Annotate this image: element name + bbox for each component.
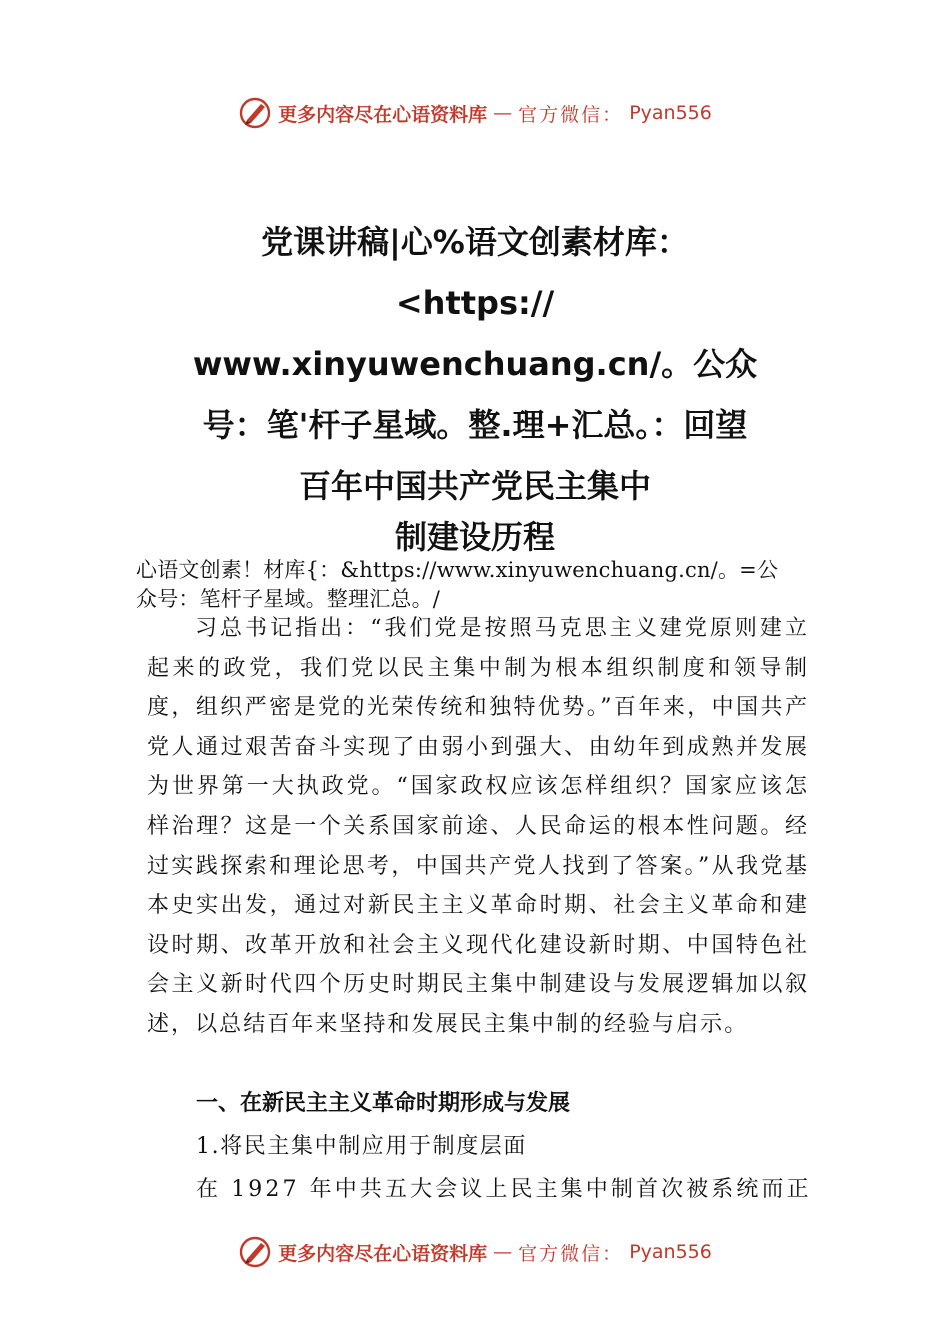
document-title bbox=[140, 212, 810, 561]
title-line-4: 号：笔'杆子星域。整.理+汇总。：回望 bbox=[202, 406, 748, 444]
banner-wechat-id: Pyan556 bbox=[629, 102, 712, 124]
source-note bbox=[136, 556, 838, 614]
paragraph-start: 在 1927 年中共五大会议上民主集中制首次被系统而正 bbox=[196, 1177, 812, 1202]
title-line-3: www.xinyuwenchuang.cn/。公众 bbox=[192, 345, 758, 383]
banner-wechat-id: Pyan556 bbox=[629, 1241, 712, 1263]
footer-banner bbox=[0, 1232, 950, 1272]
source-note-line-2: 众号：笔杆子星域。整理汇总。/ bbox=[136, 587, 441, 611]
banner-wechat-label: 官方微信： bbox=[518, 103, 624, 126]
title-line-1: 党课讲稿|心%语文创素材库： bbox=[261, 223, 689, 261]
source-note-line-1: 心语文创素！材库{：&https://www.xinyuwenchuang.cn/。=公 bbox=[136, 558, 779, 582]
title-line-6: 制建设历程 bbox=[394, 518, 555, 556]
pen-logo-icon bbox=[238, 1235, 272, 1269]
section-heading: 一、在新民主主义革命时期形成与发展 bbox=[196, 1091, 571, 1116]
header-banner bbox=[0, 93, 950, 133]
pen-logo-icon bbox=[238, 96, 272, 130]
banner-wechat-label: 官方微信： bbox=[518, 1242, 624, 1265]
title-line-2: <https:// bbox=[395, 284, 555, 322]
title-line-5: 百年中国共产党民主集中 bbox=[298, 467, 651, 505]
banner-dash: — bbox=[493, 1241, 513, 1263]
banner-dash: — bbox=[493, 102, 513, 124]
banner-main-text: 更多内容尽在心语资料库 bbox=[278, 1242, 488, 1265]
sub-heading: 1.将民主集中制应用于制度层面 bbox=[196, 1134, 527, 1159]
banner-main-text: 更多内容尽在心语资料库 bbox=[278, 103, 488, 126]
intro-paragraph: 习总书记指出：“我们党是按照马克思主义建党原则建立起来的政党，我们党以民主集中制为根本组织制度和领导制度，组织严密是党的光荣传统和独特优势。”百年来，中国共产党人通过艰苦奋斗实现了由弱小到强大、由幼年到成熟并发展为世界第一大执政党。“国家政权应该怎样组织？国家应该怎样治理？这是一个关系国家前途、人民命运的根本性问题。经过实践探索和理论思考，中国共产党人找到了答案。”从我党基本史实出发，通过对新民主主义革命时期、社会主义革命和建设时期、改革开放和社会主义现代化建设新时期、中国特色社会主义新时代四个历史时期民主集中制建设与发展逻辑加以叙述，以总结百年来坚持和发展民主集中制的经验与启示。 bbox=[147, 616, 809, 1037]
